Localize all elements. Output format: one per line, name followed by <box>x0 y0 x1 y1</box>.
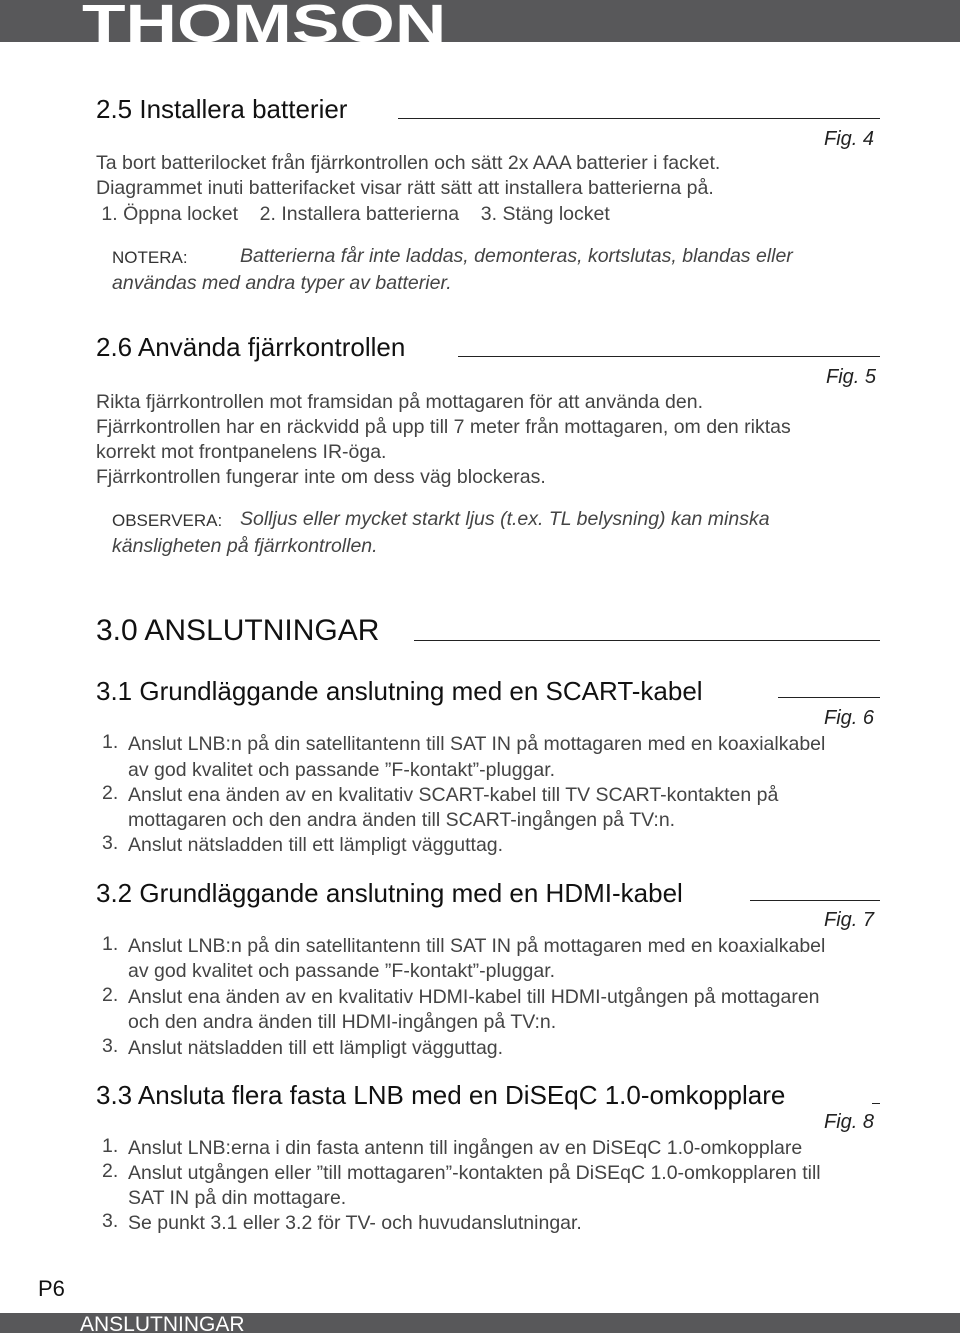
list-number: 2. <box>102 1160 119 1182</box>
list-item-text: Anslut utgången eller ”till mottagaren”-kontakten på DiSEqC 1.0-omkopplaren till <box>128 1162 821 1184</box>
footer-section-label: ANSLUTNINGAR <box>80 1313 245 1336</box>
list-item-text: Anslut LNB:n på din satellitantenn till SAT IN på mottagaren med en koaxialkabel <box>128 733 826 755</box>
body-text: korrekt mot frontpanelens IR-öga. <box>96 441 387 463</box>
list-number: 3. <box>102 1210 119 1232</box>
list-number: 1. <box>102 731 119 753</box>
note-label: NOTERA: <box>112 248 188 267</box>
note-text: Solljus eller mycket starkt ljus (t.ex. TL belysning) kan minska <box>240 508 770 530</box>
body-text: Fjärrkontrollen har en räckvidd på upp till 7 meter från mottagaren, om den riktas <box>96 416 791 438</box>
note-text: känsligheten på fjärrkontrollen. <box>112 535 378 557</box>
list-item-text: av god kvalitet och passande ”F-kontakt”-pluggar. <box>128 960 556 982</box>
list-item-text: Se punkt 3.1 eller 3.2 för TV- och huvudanslutningar. <box>128 1212 582 1234</box>
note-text: Batterierna får inte laddas, demonteras, kortslutas, blandas eller <box>240 245 793 267</box>
header-bar <box>0 0 960 42</box>
body-text: Fjärrkontrollen fungerar inte om dess väg blockeras. <box>96 466 546 488</box>
page-number: P6 <box>38 1276 65 1301</box>
fig-8-label: Fig. 8 <box>824 1111 875 1133</box>
list-number: 3. <box>102 832 119 854</box>
list-item-text: av god kvalitet och passande ”F-kontakt”-pluggar. <box>128 759 556 781</box>
fig-5-label: Fig. 5 <box>826 366 877 388</box>
fig-6-label: Fig. 6 <box>824 707 875 729</box>
body-text: Ta bort batterilocket från fjärrkontrollen och sätt 2x AAA batterier i facket. <box>96 152 721 174</box>
list-item-text: Anslut ena änden av en kvalitativ HDMI-kabel till HDMI-utgången på mottagaren <box>128 986 820 1008</box>
section-rule <box>414 640 880 641</box>
list-item-text: Anslut ena änden av en kvalitativ SCART-kabel till TV SCART-kontakten på <box>128 784 779 806</box>
list-number: 2. <box>102 984 119 1006</box>
list-item-text: mottagaren och den andra änden till SCART-ingången på TV:n. <box>128 809 676 831</box>
list-item-text: SAT IN på din mottagare. <box>128 1187 347 1209</box>
list-item-text: Anslut nätsladden till ett lämpligt vägguttag. <box>128 1037 504 1059</box>
list-number: 1. <box>102 933 119 955</box>
note-text: användas med andra typer av batterier. <box>112 272 452 294</box>
body-text: Diagrammet inuti batterifacket visar rätt sätt att installera batterierna på. <box>96 177 714 199</box>
body-text: Rikta fjärrkontrollen mot framsidan på mottagaren för att använda den. <box>96 391 703 413</box>
note-label: OBSERVERA: <box>112 511 223 530</box>
section-3-0-title: 3.0 ANSLUTNINGAR <box>96 614 380 647</box>
section-3-1-title: 3.1 Grundläggande anslutning med en SCART-kabel <box>96 676 703 706</box>
section-rule <box>398 118 880 119</box>
section-rule <box>872 1103 880 1104</box>
list-item-text: Anslut LNB:erna i din fasta antenn till ingången av en DiSEqC 1.0-omkopplare <box>128 1137 803 1159</box>
list-item-text: Anslut LNB:n på din satellitantenn till SAT IN på mottagaren med en koaxialkabel <box>128 935 826 957</box>
fig-4-label: Fig. 4 <box>824 128 875 150</box>
list-number: 2. <box>102 782 119 804</box>
section-3-3-title: 3.3 Ansluta flera fasta LNB med en DiSEqC 1.0-omkopplare <box>96 1080 786 1110</box>
list-item-text: Anslut nätsladden till ett lämpligt vägguttag. <box>128 834 504 856</box>
list-number: 3. <box>102 1035 119 1057</box>
list-number: 1. <box>102 1135 119 1157</box>
list-item-text: och den andra änden till HDMI-ingången på TV:n. <box>128 1011 557 1033</box>
section-2-5-title: 2.5 Installera batterier <box>96 94 348 124</box>
fig-7-label: Fig. 7 <box>824 909 875 931</box>
section-rule <box>458 356 880 357</box>
section-rule <box>750 900 880 901</box>
section-rule <box>778 697 880 698</box>
body-text: 1. Öppna locket 2. Installera batterierna 3. Stäng locket <box>96 203 610 225</box>
brand-logo: THOMSON <box>82 0 447 42</box>
section-2-6-title: 2.6 Använda fjärrkontrollen <box>96 332 406 362</box>
section-3-2-title: 3.2 Grundläggande anslutning med en HDMI-kabel <box>96 878 683 908</box>
